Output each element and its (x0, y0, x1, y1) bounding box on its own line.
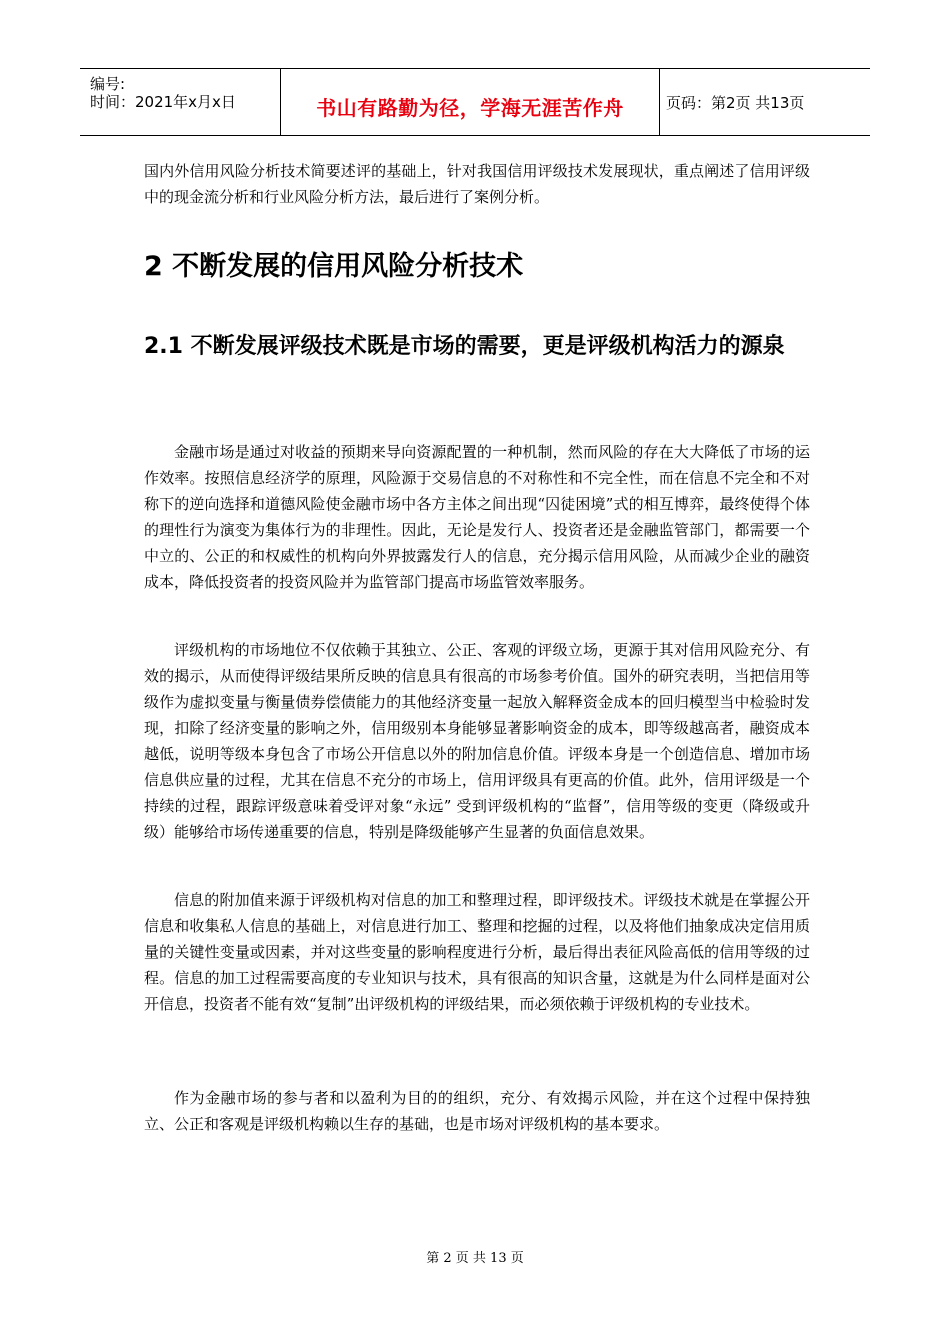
document-header (80, 68, 870, 136)
header-motto-cell (281, 69, 660, 135)
subsection-title: 2.1 不断发展评级技术既是市场的需要，更是评级机构活力的源泉 (144, 334, 785, 359)
page-footer: 第 2 页 共 13 页 (426, 1251, 524, 1266)
header-left-cell (80, 69, 281, 135)
section-title: 2 不断发展的信用风险分析技术 (144, 251, 524, 282)
serial-label: 编号: (90, 75, 126, 93)
header-page-info: 页码：第2页 共13页 (666, 94, 805, 112)
header-motto: 书山有路勤为径，学海无涯苦作舟 (316, 96, 624, 120)
header-page-cell (660, 69, 870, 135)
body-paragraph: 信息的附加值来源于评级机构对信息的加工和整理过程，即评级技术。评级技术就是在掌握公开信息和收集私人信息的基础上，对信息进行加工、整理和挖掘的过程，以及将他们抽象成决定信用质量的关键性变量或因素，并对这些变量的影响程度进行分析，最后得出表征风险高低的信用等级的过程。信息的加工过程需要高度的专业知识与技术，具有很高的知识含量，这就是为什么同样是面对公开信息，投资者不能有效“复制”出评级机构的评级结果，而必须依赖于评级机构的专业技术。 (144, 891, 810, 1013)
body-paragraph: 评级机构的市场地位不仅依赖于其独立、公正、客观的评级立场，更源于其对信用风险充分、有效的揭示，从而使得评级结果所反映的信息具有很高的市场参考价值。国外的研究表明，当把信用等级作为虚拟变量与衡量债券偿债能力的其他经济变量一起放入解释资金成本的回归模型当中检验时发现，扣除了经济变量的影响之外，信用级别本身能够显著影响资金的成本，即等级越高者，融资成本越低，说明等级本身包含了市场公开信息以外的附加信息价值。评级本身是一个创造信息、增加市场信息供应量的过程，尤其在信息不充分的市场上，信用评级具有更高的价值。此外，信用评级是一个持续的过程，跟踪评级意味着受评对象“永远” 受到评级机构的“监督”，信用等级的变更（降级或升级）能够给市场传递重要的信息，特别是降级能够产生显著的负面信息效果。 (144, 641, 810, 841)
body-paragraph: 金融市场是通过对收益的预期来导向资源配置的一种机制，然而风险的存在大大降低了市场的运作效率。按照信息经济学的原理，风险源于交易信息的不对称性和不完全性，而在信息不完全和不对称下的逆向选择和道德风险使金融市场中各方主体之间出现“囚徒困境”式的相互博弈，最终使得个体的理性行为演变为集体行为的非理性。因此，无论是发行人、投资者还是金融监管部门，都需要一个中立的、公正的和权威性的机构向外界披露发行人的信息，充分揭示信用风险，从而减少企业的融资成本，降低投资者的投资风险并为监管部门提高市场监管效率服务。 (144, 443, 810, 591)
intro-continuation: 国内外信用风险分析技术简要述评的基础上，针对我国信用评级技术发展现状，重点阐述了信用评级中的现金流分析和行业风险分析方法，最后进行了案例分析。 (144, 162, 810, 206)
date-line: 时间：2021年x月x日 (90, 93, 236, 111)
body-paragraph: 作为金融市场的参与者和以盈利为目的的组织，充分、有效揭示风险，并在这个过程中保持独立、公正和客观是评级机构赖以生存的基础，也是市场对评级机构的基本要求。 (144, 1089, 810, 1133)
